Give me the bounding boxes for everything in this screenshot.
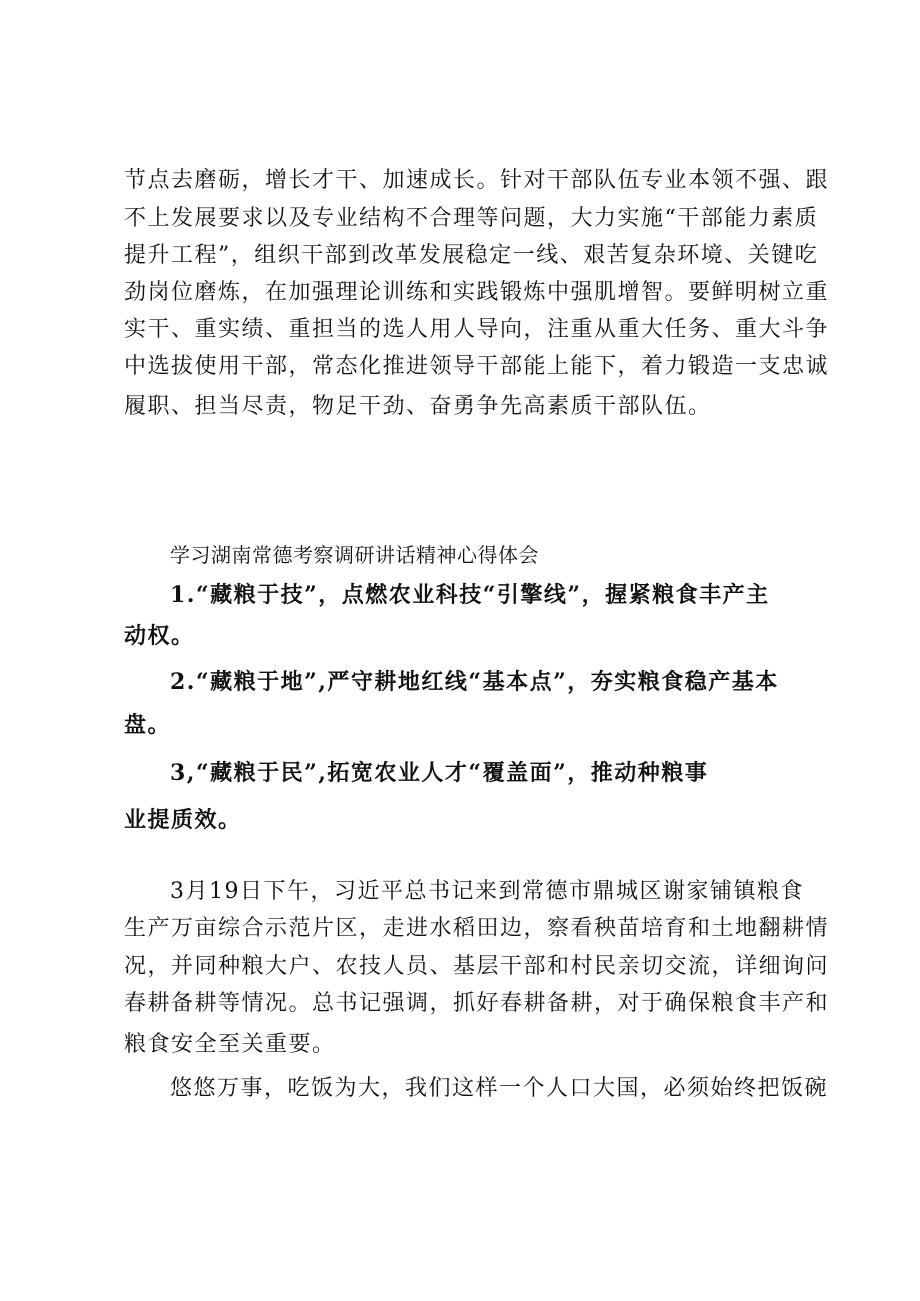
- body-line: 况，并同种粮大户、农技人员、基层干部和村民亲切交流，详细询问: [124, 954, 830, 979]
- point-1-continuation: 动权。: [124, 623, 195, 649]
- body-line: 实干、重实绩、重担当的选人用人导向，注重从重大任务、重大斗争: [124, 317, 830, 342]
- body-line: 生产万亩综合示范片区，走进水稻田边，察看秧苗培育和土地翻耕情: [124, 916, 830, 941]
- body-line: 节点去磨砺，增长才干、加速成长。针对干部队伍专业本领不强、跟: [124, 168, 830, 193]
- point-2-continuation: 盘。: [124, 712, 172, 738]
- body-line: 悠悠万事，吃饭为大，我们这样一个人口大国，必须始终把饭碗: [170, 1076, 829, 1101]
- body-line: 不上发展要求以及专业结构不合理等问题，大力实施“干部能力素质: [124, 206, 819, 231]
- point-2-line: 2.“藏粮于地”,严守耕地红线“基本点”，夯实粮食稳产基本: [170, 669, 779, 695]
- body-line: 提升工程”，组织干部到改革发展稳定一线、艰苦复杂环境、关键吃: [124, 243, 819, 268]
- body-line: 中选拔使用干部，常态化推进领导干部能上能下，着力锻造一支忠诚: [124, 354, 830, 379]
- point-3-line: 3,“藏粮于民”,拓宽农业人才“覆盖面”，推动种粮事: [170, 760, 709, 786]
- body-line: 3月19日下午，习近平总书记来到常德市鼎城区谢家铺镇粮食: [170, 879, 804, 904]
- body-line: 春耕备耕等情况。总书记强调，抓好春耕备耕，对于确保粮食丰产和: [124, 991, 830, 1016]
- point-1-line: 1.“藏粮于技”，点燃农业科技“引擎线”，握紧粮食丰产主: [170, 582, 770, 608]
- point-3-continuation: 业提质效。: [124, 807, 242, 833]
- body-line: 粮食安全至关重要。: [124, 1032, 336, 1057]
- body-line: 劲岗位磨炼，在加强理论训练和实践锻炼中强肌增智。要鲜明树立重: [124, 280, 830, 305]
- section-title: 学习湖南常德考察调研讲话精神心得体会: [170, 543, 539, 567]
- body-line: 履职、担当尽责，物足干劲、奋勇争先高素质干部队伍。: [124, 394, 712, 419]
